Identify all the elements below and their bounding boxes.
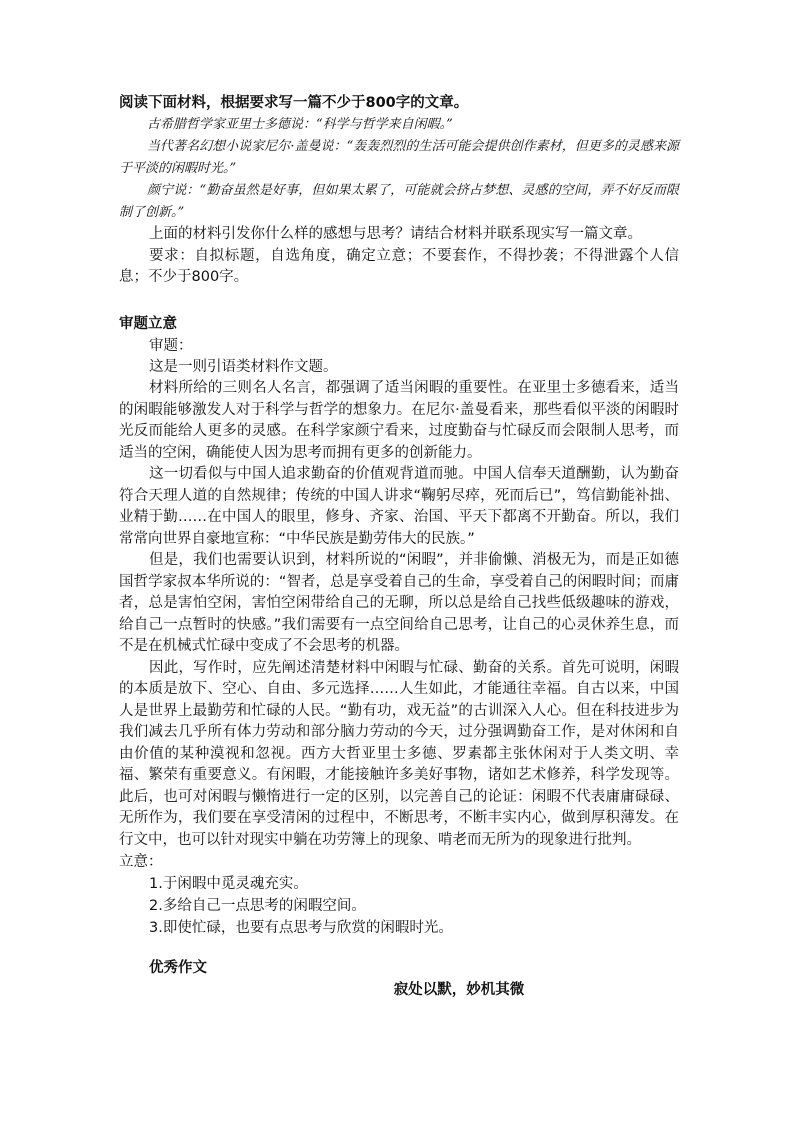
quote-aristotle: 古希腊哲学家亚里士多德说：“科学与哲学来自闲暇。”: [147, 117, 453, 132]
analysis-paragraph: 这是一则引语类材料作文题。: [149, 358, 338, 375]
shenti-label: 审题：: [149, 337, 193, 354]
analysis-paragraph: 因此，写作时，应先阐述清楚材料中闲暇与忙碌、勤奋的关系。首先可说明，闲暇的本质是放下、空心、自由、多元选择……人生如此，才能通往幸福。自古以来，中国人是世界上最勤劳和忙碌的人民。“勤有功，戏无益”的古训深入人心。但在科技进步为我们减去几乎所有体力劳动和部分脑力劳动的今天，过分强调勤奋工作，是对休闲和自由价值的某种漠视和忽视。西方大哲亚里士多德、罗素都主张休闲对于人类文明、幸福、繁荣有重要意义。有闲暇，才能接触许多美好事物，诸如艺术修养，科学发现等。此后，也可对闲暇与懒惰进行一定的区别，以完善自己的论证：闲暇不代表庸庸碌碌、无所作为，我们要在享受清闲的过程中，不断思考，不断丰实内心，做到厚积薄发。在行文中，也可以针对现实中躺在功劳簿上的现象、啃老而无所为的现象进行批判。: [119, 659, 679, 848]
quote-yanning: 颜宁说：“勤奋虽然是好事，但如果太累了，可能就会挤占梦想、灵感的空间，弄不好反而限制了创新。”: [119, 183, 679, 220]
lizhi-item: 2.多给自己一点思考的闲暇空间。: [149, 898, 366, 914]
analysis-heading: 审题立意: [119, 315, 177, 332]
analysis-paragraph: 这一切看似与中国人追求勤奋的价值观背道而驰。中国人信奉天道酬勤，认为勤奋符合天理人道的自然规律；传统的中国人讲求“鞠躬尽瘁，死而后已”，笃信勤能补拙、业精于勤……在中国人的眼里，修身、齐家、治国、平天下都离不开勤奋。所以，我们常常向世界自豪地宣称：“中华民族是勤劳伟大的民族。”: [119, 466, 679, 547]
essay-title: 寂处以默，妙机其微: [393, 982, 525, 998]
analysis-paragraph: 但是，我们也需要认识到，材料所说的“闲暇”，并非偷懒、消极无为，而是正如德国哲学家叔本华所说的：“智者，总是享受着自己的生命，享受着自己的闲暇时间；而庸者，总是害怕空闲，害怕空闲带给自己的无聊，所以总是给自己找些低级趣味的游戏，给自己一点暂时的快感。”我们需要有一点空间给自己思考，让自己的心灵休养生息，而不是在机械式忙碌中变成了不会思考的机器。: [119, 552, 679, 654]
lizhi-item: 3.即使忙碌，也要有点思考与欣赏的闲暇时光。: [149, 920, 453, 936]
task-prompt: 上面的材料引发你什么样的感想与思考？请结合材料并联系现实写一篇文章。: [149, 226, 642, 242]
quote-gaiman: 当代著名幻想小说家尼尔·盖曼说：“轰轰烈烈的生活可能会提供创作素材，但更多的灵感来源于平淡的闲暇时光。”: [119, 139, 679, 176]
lizhi-list: [119, 873, 679, 939]
lizhi-item: 1.于闲暇中觅灵魂充实。: [149, 876, 308, 892]
analysis-paragraph: 材料所给的三则名人名言，都强调了适当闲暇的重要性。在亚里士多德看来，适当的闲暇能够激发人对于科学与哲学的想象力。在尼尔·盖曼看来，那些看似平淡的闲暇时光反而能给人更多的灵感。在科学家颜宁看来，过度勤奋与忙碌反而会限制人思考，而适当的空闲，确能使人因为思考而拥有更多的创新能力。: [119, 380, 679, 461]
document-content: [119, 92, 679, 1001]
section-gap: [119, 289, 679, 313]
essay-label: 优秀作文: [149, 960, 207, 976]
lizhi-label: 立意：: [119, 854, 163, 870]
task-requirements: 要求：自拟标题，自选角度，确定立意；不要套作，不得抄袭；不得泄露个人信息；不少于800字。: [119, 247, 679, 285]
task-heading: 阅读下面材料，根据要求写一篇不少于800字的文章。: [119, 95, 469, 111]
